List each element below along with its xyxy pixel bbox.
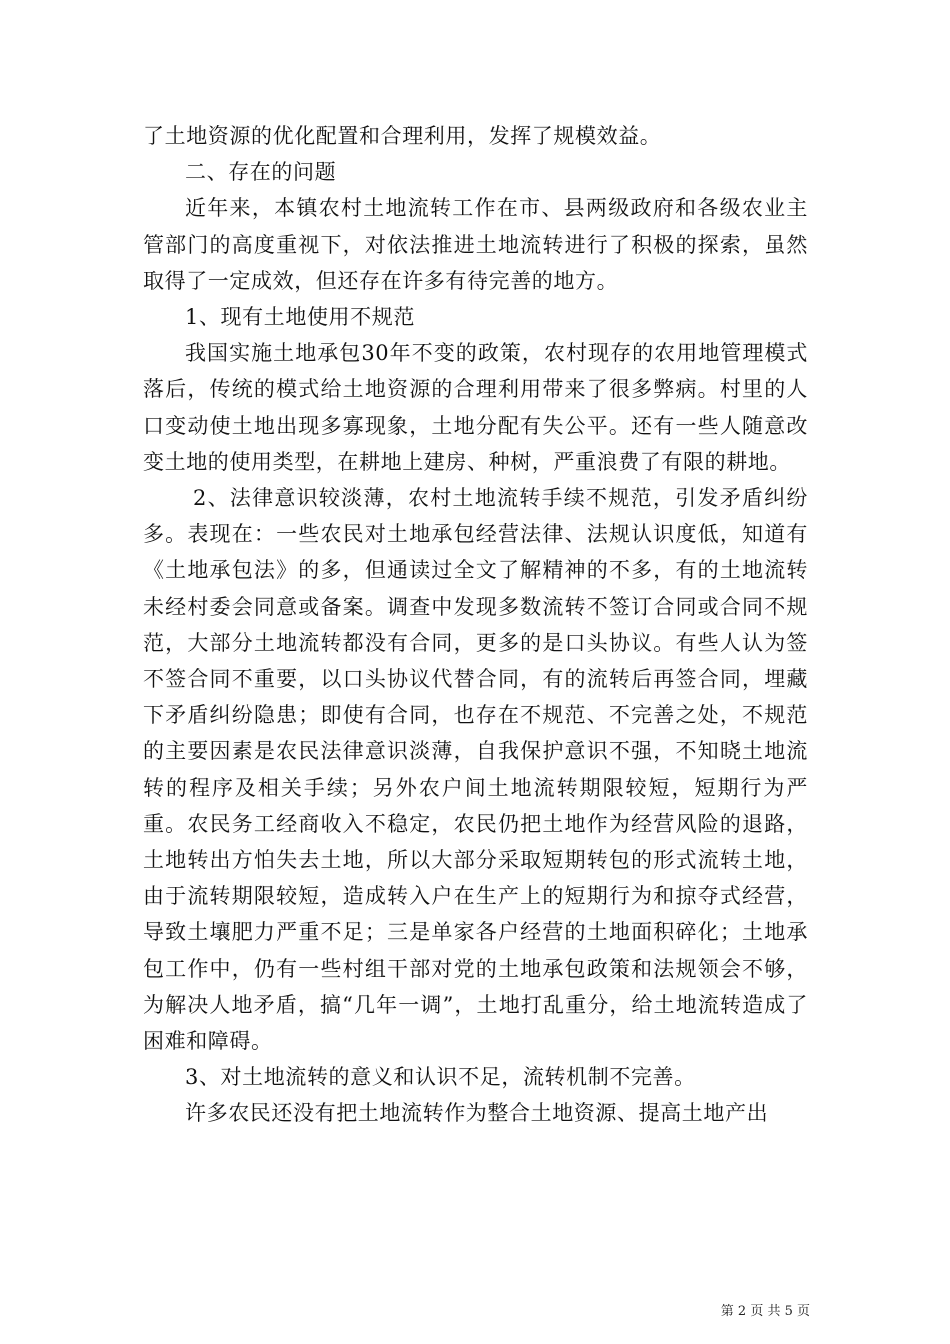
paragraph-legal-awareness: 2、法律意识较淡薄，农村土地流转手续不规范，引发矛盾纠纷多。表现在：一些农民对土地承包经营法律、法规认识度低，知道有《土地承包法》的多，但通读过全文了解精神的不多，有的土地流转未经村委会同意或备案。调查中发现多数流转不签订合同或合同不规范，大部分土地流转都没有合同，更多的是口头协议。有些人认为签不签合同不重要，以口头协议代替合同，有的流转后再签合同，埋藏下矛盾纠纷隐患；即使有合同，也存在不规范、不完善之处，不规范的主要因素是农民法律意识淡薄，自我保护意识不强，不知晓土地流转的程序及相关手续；另外农户间土地流转期限较短，短期行为严重。农民务工经商收入不稳定，农民仍把土地作为经营风险的退路，土地转出方怕失去土地，所以大部分采取短期转包的形式流转土地，由于流转期限较短，造成转入户在生产上的短期行为和掠夺式经营，导致土壤肥力严重不足；三是单家各户经营的土地面积碎化；土地承包工作中，仍有一些村组干部对党的土地承包政策和法规领会不够，为解决人地矛盾，搞“几年一调”，土地打乱重分，给土地流转造成了困难和障碍。 bbox=[143, 486, 808, 1054]
page-number-footer: 第 2 页 共 5 页 bbox=[720, 1304, 810, 1319]
paragraph-continuation: 了土地资源的优化配置和合理利用，发挥了规模效益。 bbox=[143, 124, 662, 148]
section-heading-problems: 二、存在的问题 bbox=[185, 160, 337, 185]
paragraph-land-use: 我国实施土地承包30年不变的政策，农村现存的农用地管理模式落后，传统的模式给土地资源的合理利用带来了很多弊病。村里的人口变动使土地出现多寡现象，土地分配有失公平。还有一些人随意改变土地的使用类型，在耕地上建房、种树，严重浪费了有限的耕地。 bbox=[143, 341, 808, 474]
subheading-understanding: 3、对土地流转的意义和认识不足，流转机制不完善。 bbox=[185, 1065, 696, 1090]
subheading-land-use: 1、现有土地使用不规范 bbox=[185, 305, 415, 330]
document-body bbox=[143, 118, 808, 1132]
paragraph-intro: 近年来，本镇农村土地流转工作在市、县两级政府和各级农业主管部门的高度重视下，对依法推进土地流转进行了积极的探索，虽然取得了一定成效，但还存在许多有待完善的地方。 bbox=[143, 196, 808, 293]
paragraph-understanding: 许多农民还没有把土地流转作为整合土地资源、提高土地产出 bbox=[185, 1101, 769, 1126]
